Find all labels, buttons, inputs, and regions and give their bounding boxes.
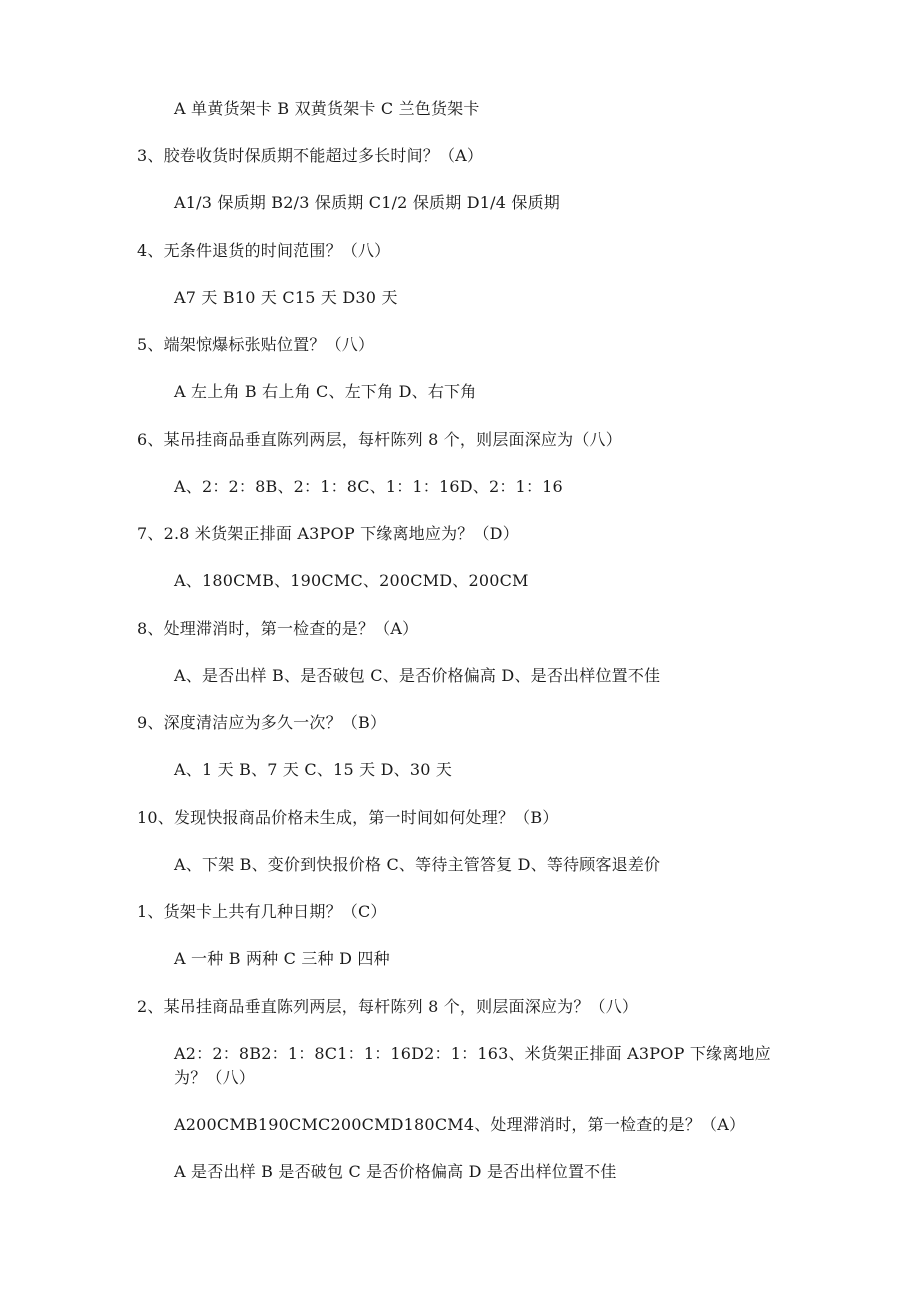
question-text: 10、发现快报商品价格未生成，第一时间如何处理？（B）: [137, 808, 559, 827]
question-text: 1、货架卡上共有几种日期？（C）: [137, 902, 387, 921]
question-text: 9、深度清洁应为多久一次？（B）: [137, 713, 387, 732]
answer-options: A 左上角 B 右上角 C、左下角 D、右下角: [174, 382, 477, 401]
answer-options: A、2：2：8B、2：1：8C、1：1：16D、2：1：16: [174, 477, 563, 496]
answer-options: A7 天 B10 天 C15 天 D30 天: [174, 288, 398, 307]
question-text: 3、胶卷收货时保质期不能超过多长时间？（A）: [137, 146, 484, 165]
answer-options: A、下架 B、变价到快报价格 C、等待主管答复 D、等待顾客退差价: [174, 855, 661, 874]
question-text: 6、某吊挂商品垂直陈列两层，每杆陈列 8 个，则层面深应为（八）: [137, 430, 622, 449]
answer-options: A、1 天 B、7 天 C、15 天 D、30 天: [174, 760, 453, 779]
answer-options: A200CMB190CMC200CMD180CM4、处理滞消时，第一检查的是？（A）: [174, 1115, 746, 1134]
answer-options: A1/3 保质期 B2/3 保质期 C1/2 保质期 D1/4 保质期: [174, 193, 560, 212]
answer-options: A 单黄货架卡 B 双黄货架卡 C 兰色货架卡: [174, 99, 480, 118]
question-text: 4、无条件退货的时间范围？（八）: [137, 241, 391, 260]
answer-options: A 是否出样 B 是否破包 C 是否价格偏高 D 是否出样位置不佳: [174, 1162, 617, 1181]
question-text: 7、2.8 米货架正排面 A3POP 下缘离地应为？（D）: [137, 524, 519, 543]
question-text: 2、某吊挂商品垂直陈列两层，每杆陈列 8 个，则层面深应为？（八）: [137, 997, 639, 1016]
answer-options: A、180CMB、190CMC、200CMD、200CM: [174, 571, 529, 590]
answer-options: A 一种 B 两种 C 三种 D 四种: [174, 949, 390, 968]
question-text: 5、端架惊爆标张贴位置？（八）: [137, 335, 375, 354]
question-text: 8、处理滞消时，第一检查的是？（A）: [137, 619, 419, 638]
answer-options-wrapped: A2：2：8B2：1：8C1：1：16D2：1：163、米货架正排面 A3POP 下缘离地应为？（八）: [174, 1044, 771, 1087]
answer-options: A、是否出样 B、是否破包 C、是否价格偏高 D、是否出样位置不佳: [174, 666, 661, 685]
